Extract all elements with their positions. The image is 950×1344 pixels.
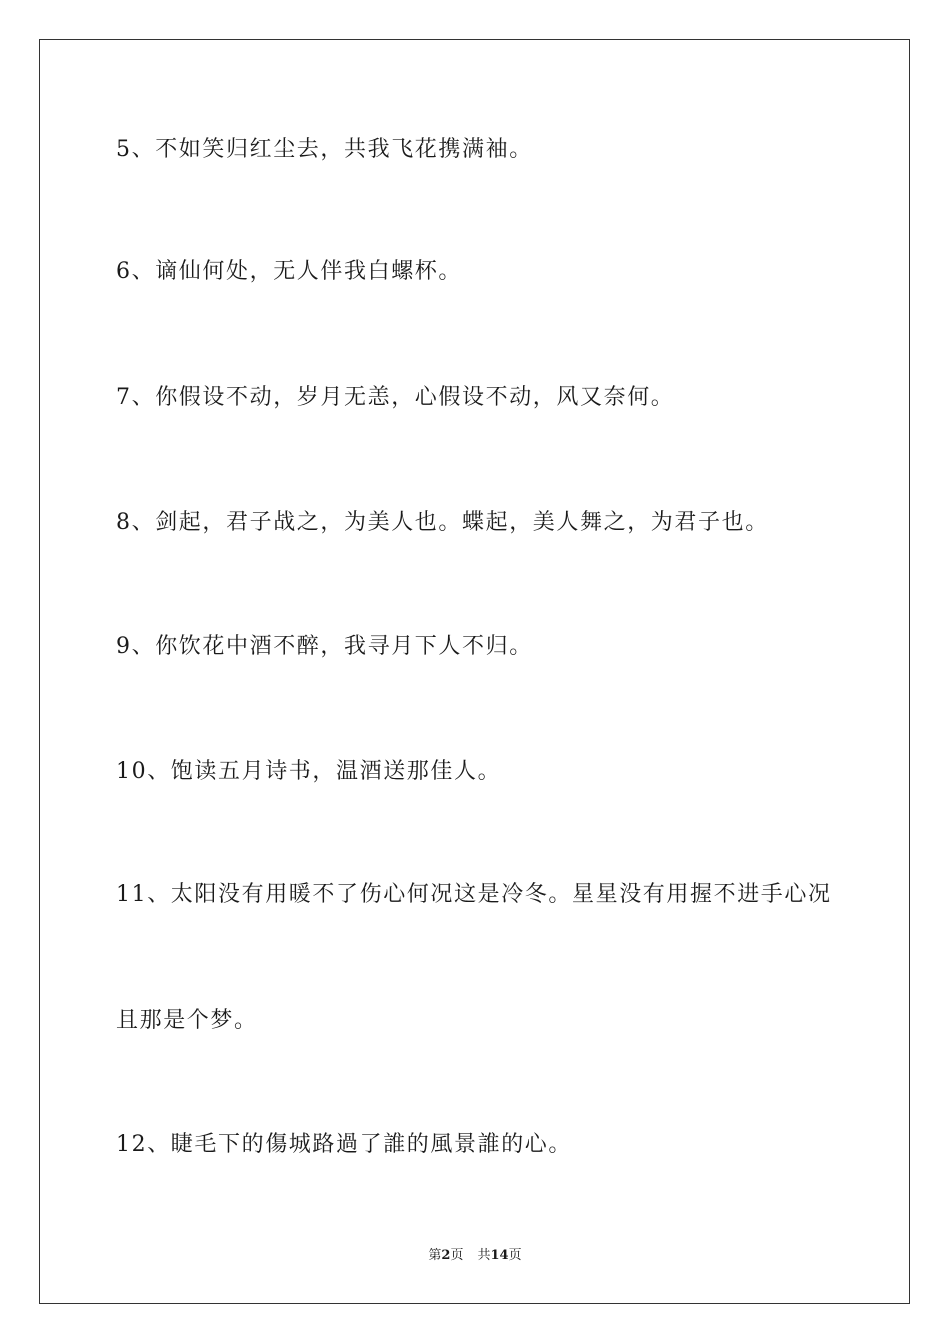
- footer-total-suffix: 页: [508, 1248, 522, 1263]
- text-line-6: 6、谪仙何处，无人伴我白螺杯。: [116, 259, 462, 284]
- text-line-11-continued: 且那是个梦。: [116, 1008, 258, 1033]
- text-line-7: 7、你假设不动，岁月无恙，心假设不动，风又奈何。: [116, 385, 675, 410]
- footer-total-prefix: 共: [477, 1248, 491, 1263]
- text-line-12: 12、睫毛下的傷城路過了誰的風景誰的心。: [116, 1132, 572, 1157]
- page-border: [39, 39, 910, 1304]
- text-line-5: 5、不如笑归红尘去，共我飞花携满袖。: [116, 137, 533, 162]
- text-line-10: 10、饱读五月诗书，温酒送那佳人。: [116, 759, 502, 784]
- footer-page-prefix: 第: [428, 1248, 442, 1263]
- text-line-11: 11、太阳没有用暖不了伤心何况这是冷冬。星星没有用握不进手心况: [116, 882, 832, 907]
- footer-page-number: 2: [441, 1248, 451, 1263]
- page-footer: [0, 1247, 950, 1265]
- text-line-8: 8、剑起，君子战之，为美人也。蝶起，美人舞之，为君子也。: [116, 510, 769, 535]
- footer-page-suffix: 页: [450, 1248, 464, 1263]
- text-line-9: 9、你饮花中酒不醉，我寻月下人不归。: [116, 634, 533, 659]
- footer-total-pages: 14: [490, 1248, 509, 1263]
